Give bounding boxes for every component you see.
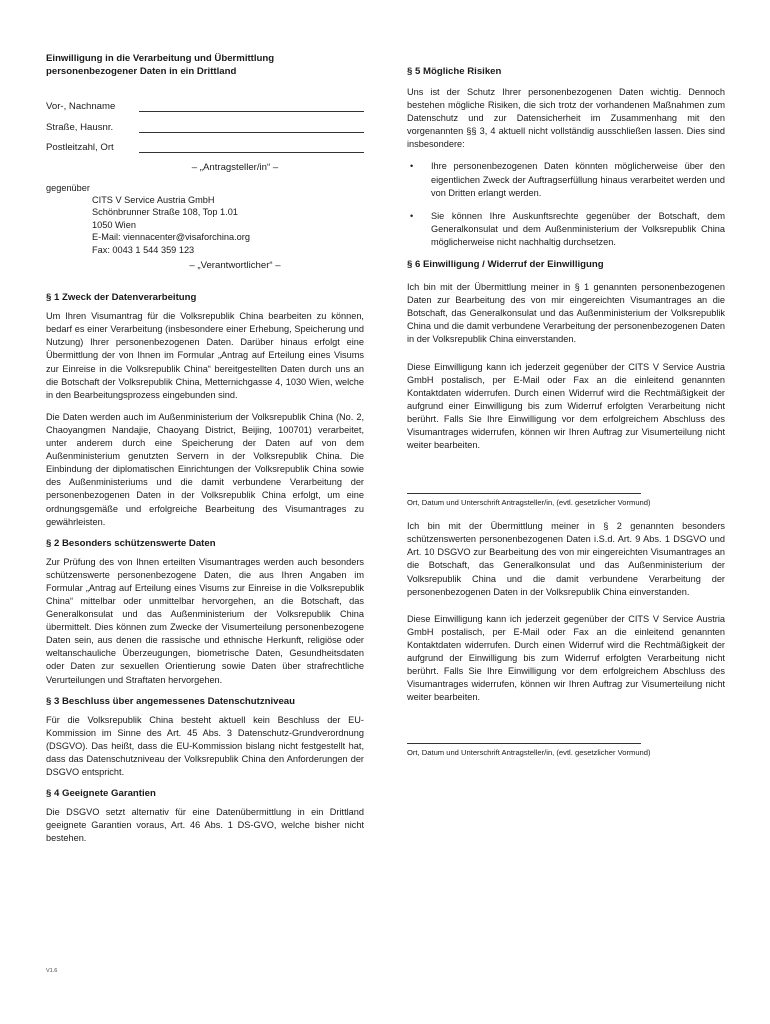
section-3-paragraph: Für die Volksrepublik China besteht aktuell kein Beschluss der EU-Kommission im Sinne des Art. 45 Abs. 3 Datenschutz-Grundverordnung (DSGVO). Das heißt, dass die EU-Kommission bislang nicht festgestellt hat, dass das Datenschutzniveau der Volksrepublik China den Anforderungen der DSGVO entspricht.: [46, 714, 364, 778]
risk-list: [407, 160, 725, 249]
risk-item-text-2: Sie können Ihre Auskunftsrechte gegenüber der Botschaft, dem Generalkonsulat und dem Außenministerium der Volksrepublik China möglicherweise nicht nachhaltig durchsetzen.: [431, 210, 725, 247]
counterpart-label: gegenüber: [46, 182, 90, 193]
section-4-paragraph: Die DSGVO setzt alternativ für eine Datenübermittlung in ein Drittland geeignete Garantien voraus, Art. 46 Abs. 1 DS-GVO, welche bisher nicht bestehen.: [46, 807, 364, 844]
section-5-heading: § 5 Mögliche Risiken: [407, 66, 502, 77]
section-3-heading: § 3 Beschluss über angemessenes Datenschutzniveau: [46, 695, 296, 707]
street-field[interactable]: [46, 121, 364, 133]
section-6-paragraph-4: Diese Einwilligung kann ich jederzeit gegenüber der CITS V Service Austria GmbH postalisch, per E-Mail oder Fax an die einleitend genannten Kontaktdaten widerrufen. Durch einen Widerruf wird die Rechtmäßigkeit der aufgrund der Einwilligung bis zum Widerruf erfolgten Verarbeitung nicht berührt. Falls Sie Ihre Einwilligung vor dem erfolgreichem Abschluss des Visumantrages widerrufen, können wir Ihren Auftrag zur Visumerteilung nicht weiter bearbeiten.: [407, 613, 725, 703]
left-column: [46, 52, 364, 854]
document-title-line-2: personenbezogener Daten in ein Drittland: [46, 66, 237, 77]
address-line-3: 1050 Wien: [92, 219, 136, 230]
signature-label-2: Ort, Datum und Unterschrift Antragsteller/in, (evtl. gesetzlicher Vormund): [407, 748, 651, 758]
section-1-heading: § 1 Zweck der Datenverarbeitung: [46, 292, 197, 304]
section-6-heading: § 6 Einwilligung / Widerruf der Einwilligung: [407, 259, 604, 271]
applicant-role: – „Antragsteller/in“ –: [191, 161, 279, 173]
address-fax: Fax: 0043 1 544 359 123: [92, 244, 195, 255]
signature-block-2[interactable]: [407, 742, 725, 758]
section-6-paragraph-1: Ich bin mit der Übermittlung meiner in § 1 genannten personenbezogenen Daten zur Bearbeitung des von mir eingereichten Visumantrages an die Botschaft, das Generalkonsulat und das Außenministerium der Volksrepublik China und die damit verbundene Verarbeitung der personenbezogenen Daten in der Volksrepublik China einverstanden.: [407, 282, 725, 345]
right-column: [407, 66, 725, 770]
risk-item-text-1: Ihre personenbezogenen Daten könnten möglicherweise über den eigentlichen Zweck der Auftragserfüllung hinaus verarbeitet werden und von Dritten erlangt werden.: [431, 161, 725, 198]
section-6-paragraph-2: Diese Einwilligung kann ich jederzeit gegenüber der CITS V Service Austria GmbH postalisch, per E-Mail oder Fax an die einleitend genannten Kontaktdaten widerrufen. Durch einen Widerruf wird die Rechtmäßigkeit der aufgrund einer Einwilligung bis zum Widerruf erfolgten Verarbeitung nicht berührt. Falls Sie Ihre Einwilligung vor dem erfolgreichem Abschluss des Visumantrages widerrufen, können wir Ihren Auftrag zur Visumerteilung nicht weiter bearbeiten.: [407, 361, 725, 451]
section-1-paragraph-2: Die Daten werden auch im Außenministerium der Volksrepublik China (No. 2, Chaoyangmen Nandajie, Chaoyang District, Beijing, 100701) verarbeitet, unter anderem durch eine Speicherung der Daten auf von dem Außenministerium genutzten Servern in der Volksrepublik China. Die Einbindung der diplomatischen Einrichtungen der Volksrepublik China sowie des Außenministeriums und die damit verbundene Verarbeitung der personenbezogenen Daten in der Volksrepublik China erfolgt, um eine ordnungsgemäße und erfolgreiche Bearbeitung des Visumantrages zu gewährleisten.: [46, 411, 364, 527]
name-field[interactable]: [46, 100, 364, 112]
document-title-line-1: Einwilligung in die Verarbeitung und Übermittlung: [46, 53, 275, 64]
postal-city-field-line[interactable]: [139, 143, 364, 153]
risk-list-item: [407, 210, 725, 249]
section-6-paragraph-3: Ich bin mit der Übermittlung meiner in § 2 genannten besonders schützenswerten personenbezogenen Daten i.S.d. Art. 9 Abs. 1 DSGVO und Art. 10 DSGVO zur Bearbeitung des von mir eingereichten Visumantrages an die Botschaft, das Generalkonsulat und das Außenministerium der Volksrepublik China und die damit verbundene Verarbeitung der personenbezogenen Daten in der Volksrepublik China einverstanden.: [407, 521, 725, 597]
address-line-2: Schönbrunner Straße 108, Top 1.01: [92, 207, 238, 218]
postal-city-field-label: Postleitzahl, Ort: [46, 142, 114, 153]
controller-role: – „Verantwortlicher“ –: [189, 260, 281, 272]
document-title: [46, 52, 364, 78]
name-field-line[interactable]: [139, 102, 364, 112]
signature-line-1[interactable]: [407, 492, 641, 494]
address-email: E-Mail: viennacenter@visaforchina.org: [92, 232, 250, 243]
version-label: V1.6: [46, 968, 58, 974]
bullet-icon: •: [410, 161, 414, 172]
street-field-line[interactable]: [139, 123, 364, 133]
address-line-1: CITS V Service Austria GmbH: [92, 194, 215, 205]
risk-list-item: [407, 160, 725, 199]
section-4-heading: § 4 Geeignete Garantien: [46, 788, 156, 800]
controller-address: [46, 194, 364, 257]
section-1-paragraph-1: Um Ihren Visumantrag für die Volksrepublik China bearbeiten zu können, bedarf es einer Verarbeitung (insbesondere einer Erhebung, Speicherung und Nutzung) Ihrer personenbezogenen Daten. Darüber hinaus erfolgt eine Übermittlung der von Ihnen im Formular „Antrag auf Erteilung eines Visums zur Einreise in die Volksrepublik China“ bereitgestellten Daten durch uns an die Botschaft der Volksrepublik China, Metternichgasse 4, 1030 Wien, welche in den Bearbeitungsprozess eingebunden sind.: [46, 311, 364, 400]
signature-block-1[interactable]: [407, 492, 725, 508]
signature-line-2[interactable]: [407, 742, 641, 744]
postal-city-field[interactable]: [46, 141, 364, 153]
section-5-paragraph: Uns ist der Schutz Ihrer personenbezogenen Daten wichtig. Dennoch bestehen mögliche Risiken, die sich trotz der vorhandenen Maßnahmen zum Datenschutz und zur Datensicherheit im Zusammenhang mit den vorgenannten §§ 3, 4 aktuell nicht vollständig ausschließen lassen. Dies sind insbesondere:: [407, 87, 725, 150]
section-2-heading: § 2 Besonders schützenswerte Daten: [46, 537, 216, 549]
name-field-label: Vor-, Nachname: [46, 101, 116, 112]
bullet-icon: •: [410, 210, 414, 221]
street-field-label: Straße, Hausnr.: [46, 121, 114, 133]
signature-label-1: Ort, Datum und Unterschrift Antragsteller/in, (evtl. gesetzlicher Vormund): [407, 498, 651, 508]
section-2-paragraph: Zur Prüfung des von Ihnen erteilten Visumantrages werden auch besonders schützenswerte personenbezogene Daten, die aus Ihren Angaben im Formular „Antrag auf Erteilung eines Visums zur Einreise in die Volksrepublik China“ mittelbar oder unmittelbar hervorgehen, an die Botschaft, das Generalkonsulat und das Außenministerium der Volksrepublik China übermittelt. Dies können zum Zwecke der Visumerteilung personenbezogene Daten sein, aus denen die rassische und ethnische Herkunft, religiöse oder weltanschauliche Überzeugungen, biometrische Daten, Gesundheitsdaten oder Daten zur sexuellen Orientierung sowie Daten über strafrechtliche Verurteilungen und Straftaten hervorgehen.: [46, 556, 364, 685]
